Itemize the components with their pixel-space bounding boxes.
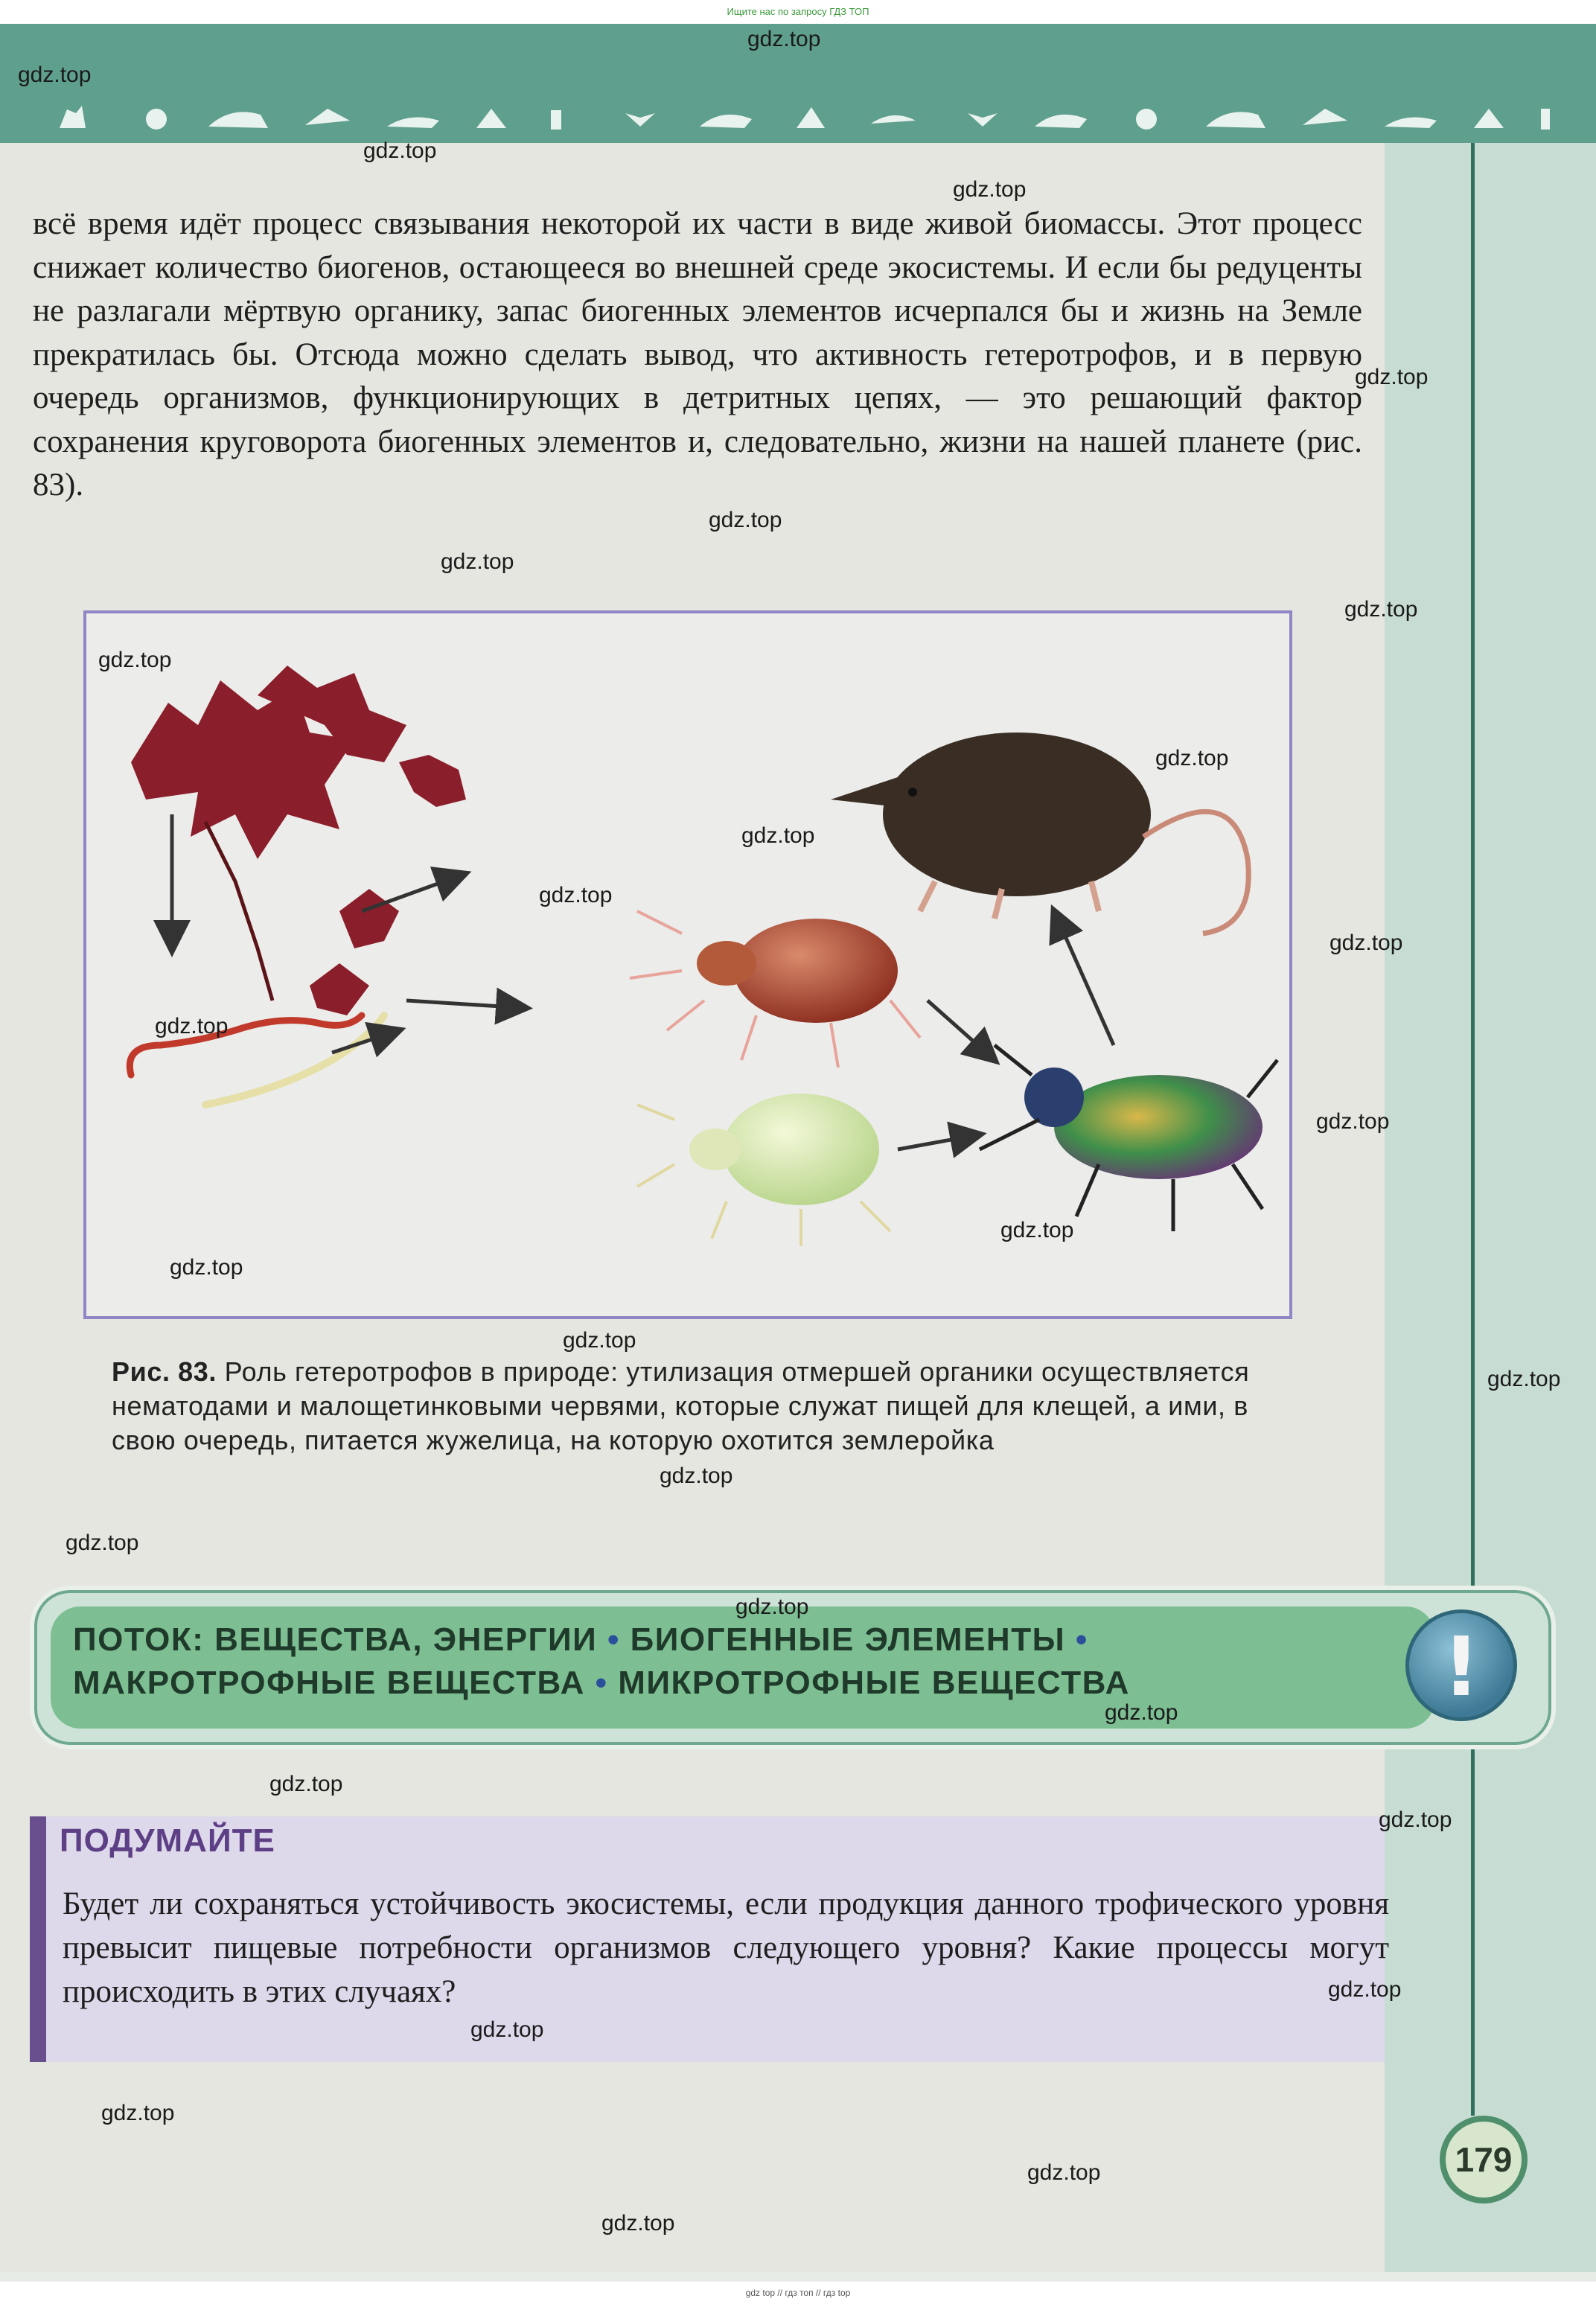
think-accent-bar xyxy=(30,1816,46,2062)
body-text xyxy=(33,202,1362,508)
bottom-banner-text: gdz top // гдз топ // гдз top xyxy=(745,2288,851,2298)
arrow-green-mite-to-beetle xyxy=(898,1135,980,1149)
green-mite-icon xyxy=(637,1094,890,1246)
watermark: gdz.top xyxy=(1330,931,1403,955)
think-title: ПОДУМАЙТЕ xyxy=(60,1822,275,1859)
body-paragraph: всё время идёт процесс связывания некоторой их части в виде живой биомассы. Этот процесс снижает количество биогенов, остающееся во внешней среде экосистемы. И если бы редуценты не разлагали мёртвую органику, запас биогенных элементов исчерпался бы и жизнь на Земле прекратилась бы. Отсюда можно сделать вывод, что активность гетеротрофов, и в первую очередь организмов, функционирующих в детритных цепях, — это решающий фактор сохранения круговорота биогенных элементов и, следовательно, жизни на нашей планете (рис. 83). xyxy=(33,206,1362,502)
watermark: gdz.top xyxy=(1355,365,1429,389)
think-box xyxy=(30,1816,1389,2062)
watermark: gdz.top xyxy=(1379,1807,1452,1832)
keyword-micro: МИКРОТРОФНЫЕ ВЕЩЕСТВА xyxy=(618,1665,1130,1701)
arrow-beetle-to-shrew xyxy=(1054,911,1114,1045)
watermark: gdz.top xyxy=(1328,1977,1402,2002)
watermark: gdz.top xyxy=(1344,597,1418,622)
watermark: gdz.top xyxy=(735,1595,809,1619)
exclamation-icon xyxy=(1405,1609,1517,1721)
watermark: gdz.top xyxy=(66,1531,139,1555)
keywords-text xyxy=(73,1618,1338,1705)
page-number: 179 xyxy=(1455,2140,1513,2179)
keyword-flow: ПОТОК: ВЕЩЕСТВА, ЭНЕРГИИ xyxy=(73,1621,598,1658)
watermark: gdz.top xyxy=(539,883,613,907)
watermark: gdz.top xyxy=(363,138,437,163)
watermark: gdz.top xyxy=(660,1464,733,1488)
right-margin-line xyxy=(1471,143,1475,2116)
figure-caption-text: Роль гетеротрофов в природе: утилизация отмершей органики осуществляется нематодами и малощетинковыми червями, которые служат пищей для клещей, а ими, в свою очередь, питается жужелица, на которую охотится землеройка xyxy=(112,1356,1250,1455)
watermark: gdz.top xyxy=(155,1014,229,1038)
keyword-biogenic: БИОГЕННЫЕ ЭЛЕМЕНТЫ xyxy=(630,1621,1066,1658)
arrow-nematode-to-green-mite xyxy=(406,1001,526,1008)
food-web-illustration xyxy=(86,613,1289,1316)
figure-label: Рис. 83. xyxy=(112,1356,217,1387)
watermark: gdz.top xyxy=(953,177,1027,202)
think-text: Будет ли сохраняться устойчивость экосистемы, если продукция данного трофического уровня превысит пищевые потребности организмов следующего уровня? Какие процессы могут происходить в этих случаях? xyxy=(63,1886,1389,2009)
keyword-separator: • xyxy=(1075,1621,1088,1658)
keyword-separator: • xyxy=(607,1621,620,1658)
watermark: gdz.top xyxy=(170,1255,243,1280)
ground-beetle-icon xyxy=(980,1045,1277,1231)
watermark: gdz.top xyxy=(741,823,815,848)
watermark: gdz.top xyxy=(98,648,172,672)
watermark: gdz.top xyxy=(747,27,821,51)
dead-leaves-icon xyxy=(131,666,466,1015)
watermark: gdz.top xyxy=(563,1328,636,1353)
bottom-banner xyxy=(0,2282,1596,2304)
watermark: gdz.top xyxy=(709,508,782,532)
figure-83 xyxy=(83,610,1292,1319)
watermark: gdz.top xyxy=(269,1772,343,1796)
arrow-red-mite-to-beetle xyxy=(928,1001,995,1060)
keyword-separator: • xyxy=(595,1665,608,1701)
animal-silhouettes-decoration xyxy=(45,98,1563,135)
watermark: gdz.top xyxy=(470,2017,544,2042)
watermark: gdz.top xyxy=(18,63,92,87)
exclamation-glyph: ! xyxy=(1442,1619,1481,1714)
right-margin-column xyxy=(1385,143,1596,2272)
watermark: gdz.top xyxy=(1000,1218,1074,1242)
watermark: gdz.top xyxy=(1027,2160,1101,2185)
watermark: gdz.top xyxy=(1105,1700,1178,1725)
arrow-nematode-to-red-mite xyxy=(362,874,465,911)
page-number-badge xyxy=(1440,2116,1528,2204)
watermark: gdz.top xyxy=(441,549,514,574)
top-banner-text: Ищите нас по запросу ГДЗ ТОП xyxy=(727,6,869,17)
watermark: gdz.top xyxy=(601,2211,675,2236)
red-mite-icon xyxy=(630,911,920,1068)
watermark: gdz.top xyxy=(1155,746,1229,770)
watermark: gdz.top xyxy=(1487,1367,1561,1391)
keyword-macro: МАКРОТРОФНЫЕ ВЕЩЕСТВА xyxy=(73,1665,585,1701)
top-banner xyxy=(0,0,1596,24)
watermark: gdz.top xyxy=(101,2101,175,2125)
figure-caption xyxy=(112,1355,1263,1458)
watermark: gdz.top xyxy=(1316,1109,1390,1134)
